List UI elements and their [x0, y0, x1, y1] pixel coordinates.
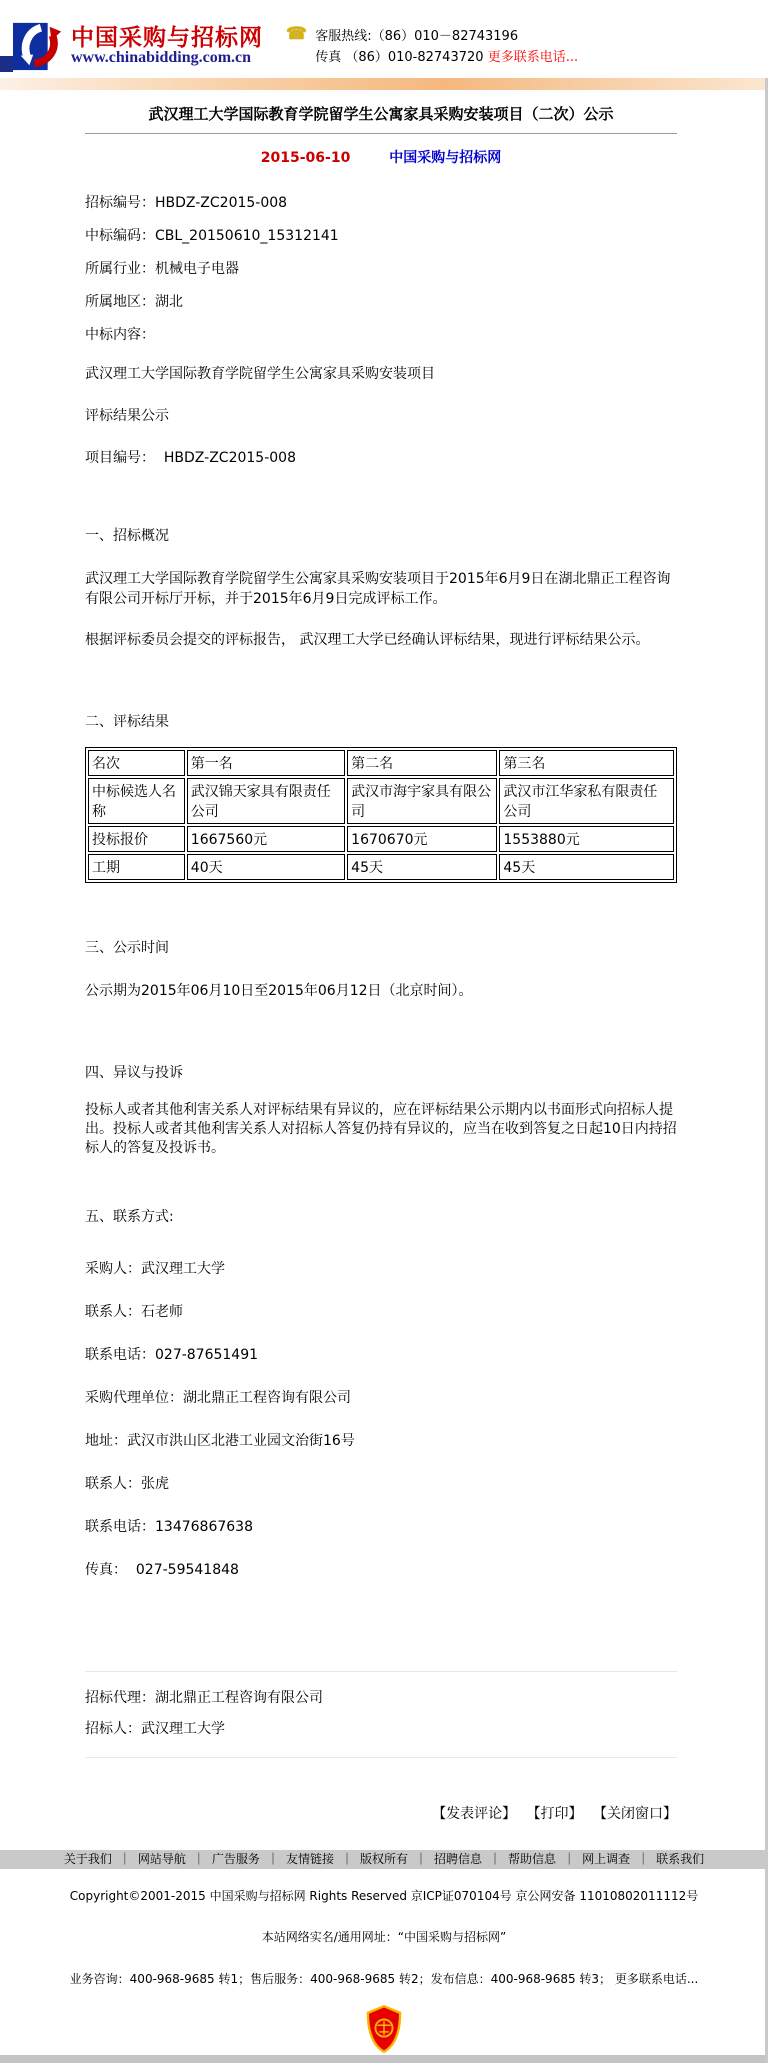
footer-link-sitemap[interactable]: 网站导航 ｜ [138, 1852, 212, 1866]
notice-title: 武汉理工大学国际教育学院留学生公寓家具采购安装项目（二次）公示 [148, 105, 614, 123]
section2-heading: 二、评标结果 [85, 714, 169, 730]
table-cell: 工期 [88, 854, 185, 880]
security-badge-icon[interactable] [365, 2005, 403, 2053]
evaluation-result-table [85, 747, 677, 883]
contact-address: 地址：武汉市洪山区北港工业园文治街16号 [85, 1433, 355, 1449]
meta-region: 所属地区：湖北 [85, 294, 183, 310]
site-logo[interactable] [13, 20, 263, 72]
action-bar [85, 1803, 677, 1823]
footer-link-friends[interactable]: 友情链接 ｜ [286, 1852, 360, 1866]
table-header-cell: 第二名 [347, 750, 497, 776]
meta-award-content-label: 中标内容： [85, 327, 155, 343]
site-header [0, 0, 768, 78]
contact-agency: 采购代理单位：湖北鼎正工程咨询有限公司 [85, 1390, 351, 1406]
article-content [85, 103, 677, 1823]
section3-heading: 三、公示时间 [85, 940, 169, 956]
hotline-text: 客服热线:（86）010－82743196 [315, 29, 519, 44]
source-site-link[interactable]: 中国采购与招标网 [389, 150, 502, 166]
footer-link-ads[interactable]: 广告服务 ｜ [212, 1852, 286, 1866]
byline [85, 147, 677, 167]
section3-paragraph: 公示期为2015年06月10日至2015年06月12日（北京时间）。 [85, 983, 473, 999]
meta-award-code: 中标编码：CBL_20150610_15312141 [85, 228, 339, 244]
closing-divider-bottom [85, 1757, 677, 1758]
project-number-line: 项目编号： HBDZ-ZC2015-008 [85, 450, 296, 466]
footer-link-about[interactable]: 关于我们 ｜ [64, 1852, 138, 1866]
table-header-cell: 第一名 [187, 750, 345, 776]
table-row [88, 778, 674, 824]
project-name: 武汉理工大学国际教育学院留学生公寓家具采购安装项目 [85, 366, 435, 382]
table-header-cell: 第三名 [499, 750, 674, 776]
contact-person-1: 联系人：石老师 [85, 1304, 183, 1320]
table-cell: 投标报价 [88, 826, 185, 852]
closing-agency-line: 招标代理：湖北鼎正工程咨询有限公司 [85, 1690, 323, 1706]
closing-divider-top [85, 1671, 677, 1672]
table-cell: 45天 [347, 854, 497, 880]
table-cell: 45天 [499, 854, 674, 880]
footer-link-jobs[interactable]: 招聘信息 ｜ [434, 1852, 508, 1866]
table-cell: 40天 [187, 854, 345, 880]
site-logo-text [71, 26, 263, 67]
notice-type: 评标结果公示 [85, 408, 169, 424]
section1-paragraph-1: 武汉理工大学国际教育学院留学生公寓家具采购安装项目于2015年6月9日在湖北鼎正工程咨询有限公司开标厅开标，并于2015年6月9日完成评标工作。 [85, 571, 671, 607]
decorative-corner-block [0, 56, 13, 72]
contact-fax: 传真： 027-59541848 [85, 1562, 239, 1578]
table-cell: 1553880元 [499, 826, 674, 852]
contact-phone-2: 联系电话：13476867638 [85, 1519, 253, 1535]
footer-nav-bar [0, 1850, 768, 1869]
section5-heading: 五、联系方式: [85, 1209, 174, 1225]
table-header-cell: 名次 [88, 750, 185, 776]
table-cell: 武汉市江华家私有限责任公司 [499, 778, 674, 824]
footer-link-contact[interactable]: 联系我们 [656, 1852, 705, 1866]
site-url: www.chinabidding.com.cn [71, 48, 252, 66]
section4-heading: 四、异议与投诉 [85, 1065, 183, 1081]
fax-line [315, 47, 578, 68]
meta-industry: 所属行业：机械电子电器 [85, 261, 239, 277]
site-logo-icon [13, 20, 65, 72]
site-name: 中国采购与招标网 [71, 24, 263, 51]
header-contact-lines [315, 26, 578, 68]
table-cell: 武汉锦天家具有限责任公司 [187, 778, 345, 824]
footer-link-help[interactable]: 帮助信息 ｜ [508, 1852, 582, 1866]
footer-link-survey[interactable]: 网上调查 ｜ [582, 1852, 656, 1866]
meta-tender-number: 招标编号：HBDZ-ZC2015-008 [85, 195, 288, 211]
site-alias-line: 本站网络实名/通用网址：“中国采购与招标网” [261, 1930, 507, 1944]
publish-date: 2015-06-10 [260, 150, 351, 166]
closing-tenderee-line: 招标人：武汉理工大学 [85, 1721, 225, 1737]
footer-badge-area [0, 2005, 768, 2053]
table-cell: 1667560元 [187, 826, 345, 852]
section4-paragraph: 投标人或者其他利害关系人对评标结果有异议的，应在评标结果公示期内以书面形式向招标人提出。投标人或者其他利害关系人对招标人答复仍持有异议的，应当在收到答复之日起10日内持招标人的答复及投诉书。 [85, 1102, 677, 1156]
post-comment-button[interactable]: 【发表评论】 [432, 1806, 517, 1822]
phone-icon: ☎ [286, 24, 308, 44]
contact-purchaser: 采购人：武汉理工大学 [85, 1261, 225, 1277]
table-row [88, 826, 674, 852]
table-header-row [88, 750, 674, 776]
table-cell: 武汉市海宇家具有限公司 [347, 778, 497, 824]
footer-link-copyright[interactable]: 版权所有 ｜ [360, 1852, 434, 1866]
fax-text: 传真 （86）010-82743720 [315, 50, 484, 65]
title-divider [85, 133, 677, 134]
section1-paragraph-2: 根据评标委员会提交的评标报告， 武汉理工大学已经确认评标结果，现进行评标结果公示。 [85, 632, 650, 648]
contact-phone-1: 联系电话：027-87651491 [85, 1347, 259, 1363]
contact-person-2: 联系人：张虎 [85, 1476, 169, 1492]
service-phone-line: 业务咨询：400-968-9685 转1；售后服务：400-968-9685 转2；发布信息：400-968-9685 转3； 更多联系电话... [69, 1972, 699, 1986]
header-gradient-bar [0, 78, 768, 90]
bottom-strip [0, 2055, 768, 2063]
table-cell: 1670670元 [347, 826, 497, 852]
print-button[interactable]: 【打印】 [526, 1806, 583, 1822]
header-contact-block [286, 26, 578, 68]
table-cell: 中标候选人名称 [88, 778, 185, 824]
more-phones-link[interactable]: 更多联系电话... [487, 50, 579, 65]
copyright-line: Copyright©2001-2015 中国采购与招标网 Rights Reserved 京ICP证070104号 京公网安备 11010802011112号 [69, 1889, 699, 1903]
table-row [88, 854, 674, 880]
close-window-button[interactable]: 【关闭窗口】 [593, 1806, 677, 1822]
section1-heading: 一、招标概况 [85, 528, 169, 544]
